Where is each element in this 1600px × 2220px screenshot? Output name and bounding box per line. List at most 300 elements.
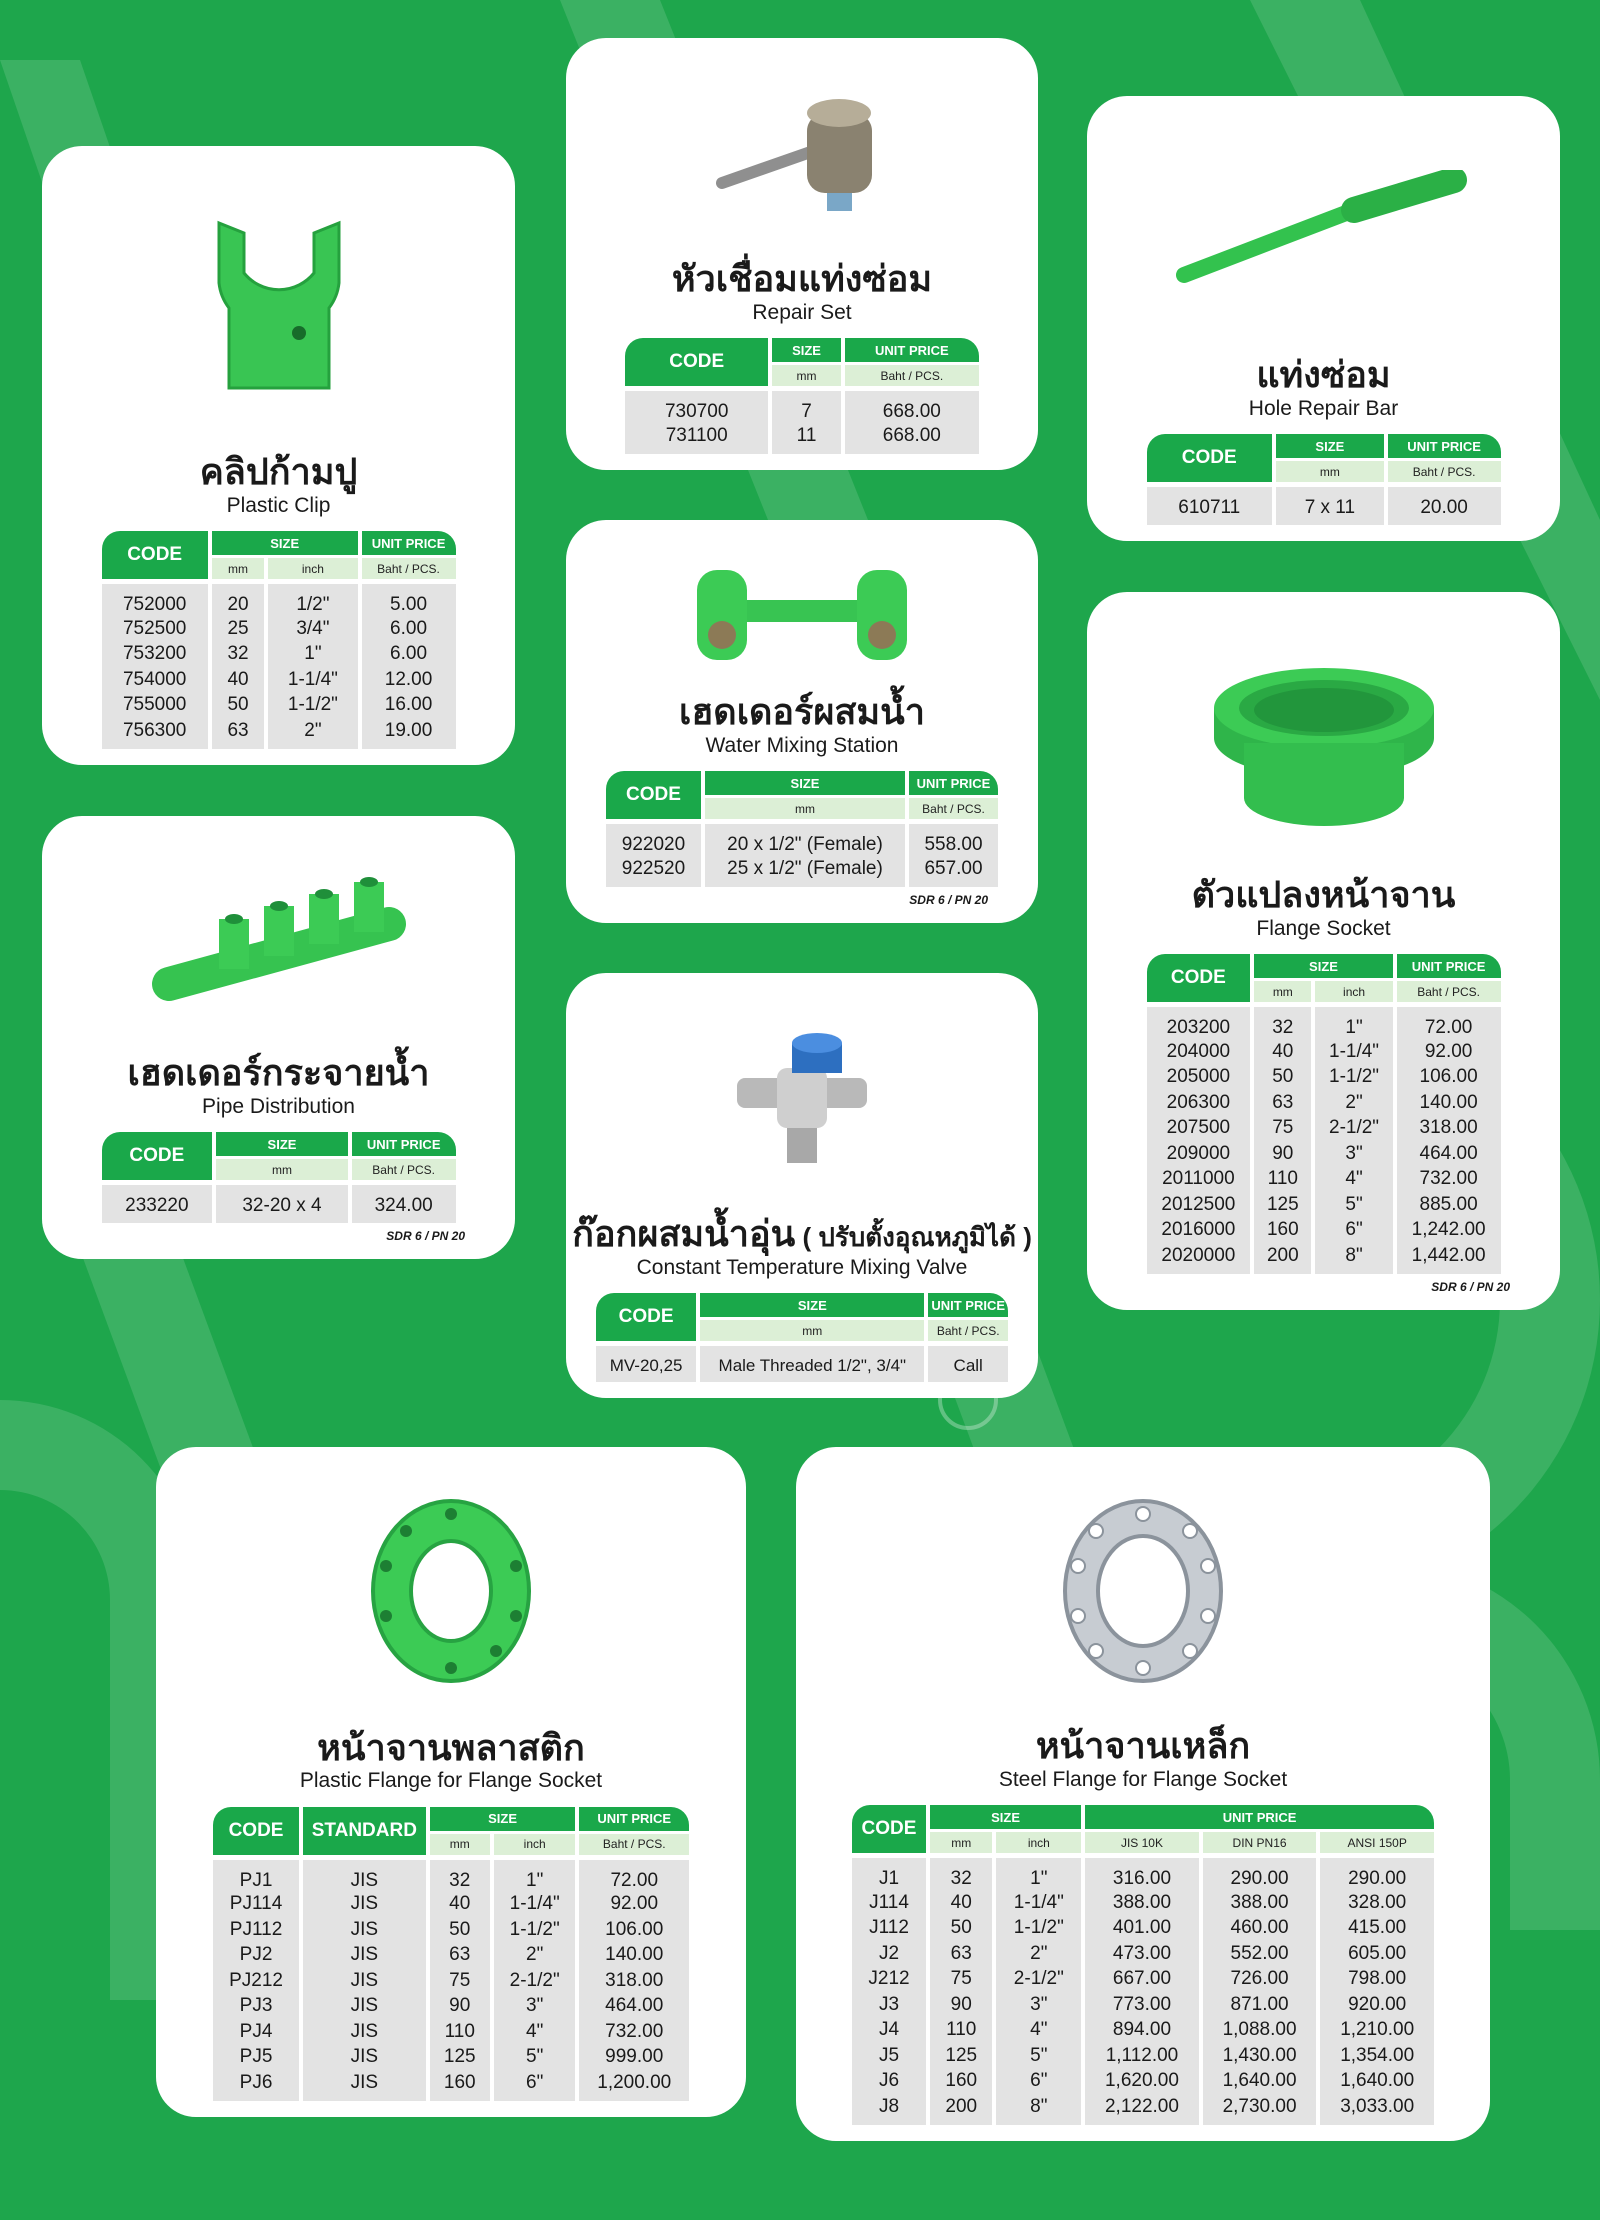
table-cell: 752000 [102,579,208,616]
steel-flange-image [816,1461,1470,1720]
product-title-thai-suffix: ( ปรับตั้งอุณหภูมิได้ ) [795,1222,1032,1253]
table-cell: 160 [1254,1218,1311,1244]
table-cell: 1/2" [268,579,357,616]
table-cell: 999.00 [579,2045,689,2071]
subheader-cell: Baht / PCS. [845,362,979,386]
table-row [852,1890,1434,1916]
header-size: SIZE [1276,434,1384,458]
table-row [852,2069,1434,2095]
table-row [852,1992,1434,2018]
mixing-valve-image [586,987,1018,1208]
table-cell: 755000 [102,693,208,719]
table-cell: J5 [852,2043,926,2069]
table-cell: 388.00 [1203,1890,1317,1916]
table-cell: 290.00 [1203,1853,1317,1890]
table-cell: 756300 [102,718,208,749]
table-cell: 32 [1254,1002,1311,1039]
price-table [209,1807,693,2102]
table-cell: 1-1/4" [1315,1039,1392,1065]
table-row [625,423,979,454]
table-cell: 773.00 [1085,1992,1199,2018]
table-header-row [606,771,998,795]
table-cell: 205000 [1147,1065,1251,1091]
price-table [602,771,1002,887]
table-row [213,2045,689,2071]
table-row [102,579,456,616]
table-cell: 40 [1254,1039,1311,1065]
table-row [213,1917,689,1943]
table-cell: 2012500 [1147,1192,1251,1218]
header-unit-price: UNIT PRICE [1397,954,1501,978]
table-cell: 72.00 [1397,1002,1501,1039]
table-cell: JIS [303,2019,426,2045]
table-cell: 401.00 [1085,1916,1199,1942]
table-row [213,1892,689,1918]
table-header-row [1147,954,1501,978]
table-cell: 3" [1315,1141,1392,1167]
table-cell: 90 [1254,1141,1311,1167]
table-cell: 20.00 [1388,482,1501,525]
table-row [1147,1039,1501,1065]
header-code: CODE [102,531,208,579]
table-cell: 922020 [606,819,701,856]
table-cell: 324.00 [352,1180,456,1223]
table-cell: 726.00 [1203,1967,1317,1993]
table-cell: 920.00 [1320,1992,1434,2018]
header-code: CODE [625,338,768,386]
table-cell: 20 [212,579,264,616]
table-cell: Call [928,1341,1008,1382]
table-cell: 11 [772,423,840,454]
table-cell: 732.00 [579,2019,689,2045]
table-cell: PJ112 [213,1917,299,1943]
table-cell: 610711 [1147,482,1273,525]
table-cell: 2,730.00 [1203,2094,1317,2125]
table-cell: PJ114 [213,1892,299,1918]
table-cell: J8 [852,2094,926,2125]
table-cell: 4" [1315,1167,1392,1193]
table-cell: 110 [930,2018,993,2044]
product-title-thai [679,692,925,732]
subheader-cell: Baht / PCS. [352,1156,456,1180]
product-card-mixing-valve [566,973,1038,1398]
table-cell: 63 [212,718,264,749]
subheader-cell: inch [1315,978,1392,1002]
table-row [852,1853,1434,1890]
product-title-english: Constant Temperature Mixing Valve [636,1255,968,1279]
table-cell: 207500 [1147,1116,1251,1142]
header-code: CODE [213,1807,299,1855]
table-row [102,642,456,668]
table-cell: J212 [852,1967,926,1993]
header-code: CODE [1147,954,1251,1002]
table-row [102,693,456,719]
subheader-cell: mm [705,795,905,819]
table-cell: 8" [1315,1243,1392,1274]
product-title-thai-text: เฮดเดอร์กระจายน้ำ [127,1052,430,1094]
table-cell: 32 [930,1853,993,1890]
table-row [625,386,979,423]
table-row [606,856,998,887]
table-row [596,1341,1008,1382]
table-cell: 4" [996,2018,1081,2044]
table-cell: 6" [494,2070,576,2101]
header-code: CODE [1147,434,1273,482]
table-row [102,1180,456,1223]
table-cell: 1-1/2" [268,693,357,719]
subheader-cell: Baht / PCS. [1397,978,1501,1002]
table-cell: 106.00 [1397,1065,1501,1091]
table-row [852,2018,1434,2044]
table-cell: 290.00 [1320,1853,1434,1890]
product-title-thai [128,1053,430,1093]
subheader-cell: Baht / PCS. [928,1317,1008,1341]
table-cell: 2" [996,1941,1081,1967]
header-size: SIZE [430,1807,576,1831]
table-row [1147,482,1501,525]
table-cell: 75 [430,1968,490,1994]
table-cell: 1" [1315,1002,1392,1039]
table-cell: 1-1/2" [1315,1065,1392,1091]
table-cell: 871.00 [1203,1992,1317,2018]
table-cell: 2-1/2" [1315,1116,1392,1142]
table-row [852,2043,1434,2069]
table-cell: 415.00 [1320,1916,1434,1942]
table-cell: J4 [852,2018,926,2044]
table-row [102,667,456,693]
hole-repair-bar-image [1107,110,1540,349]
subheader-cell: inch [996,1829,1081,1853]
table-row [606,819,998,856]
table-cell: 657.00 [909,856,998,887]
table-cell: 160 [430,2070,490,2101]
table-cell: 7 [772,386,840,423]
product-title-english: Steel Flange for Flange Socket [998,1767,1288,1791]
table-cell: 1,242.00 [1397,1218,1501,1244]
table-row [1147,1192,1501,1218]
table-cell: 32-20 x 4 [216,1180,348,1223]
product-title-english: Repair Set [752,300,852,324]
header-unit-price: UNIT PRICE [928,1293,1008,1317]
product-title-thai-text: หน้าจานเหล็ก [1035,1725,1251,1767]
spec-note: SDR 6 / PN 20 [1431,1280,1510,1294]
product-card-flange-socket [1087,592,1560,1310]
header-unit-price: UNIT PRICE [845,338,979,362]
table-cell: 2" [1315,1090,1392,1116]
table-cell: 1,640.00 [1203,2069,1317,2095]
subheader-cell: inch [494,1831,576,1855]
table-cell: PJ4 [213,2019,299,2045]
table-cell: 2-1/2" [996,1967,1081,1993]
table-cell: 200 [930,2094,993,2125]
table-cell: 110 [1254,1167,1311,1193]
subheader-cell: Baht / PCS. [909,795,998,819]
product-card-hole-repair-bar [1087,96,1560,541]
table-cell: JIS [303,1943,426,1969]
table-cell: 75 [930,1967,993,1993]
table-cell: 1-1/4" [996,1890,1081,1916]
table-cell: 75 [1254,1116,1311,1142]
table-cell: 16.00 [362,693,456,719]
subheader-cell: DIN PN16 [1203,1829,1317,1853]
header-size: SIZE [772,338,840,362]
table-cell: 605.00 [1320,1941,1434,1967]
table-cell: J3 [852,1992,926,2018]
product-card-pipe-distribution [42,816,515,1259]
table-cell: JIS [303,2045,426,2071]
table-cell: J112 [852,1916,926,1942]
table-row [213,2070,689,2101]
table-cell: 140.00 [1397,1090,1501,1116]
price-table [1143,954,1505,1274]
table-cell: 5" [1315,1192,1392,1218]
table-cell: 50 [1254,1065,1311,1091]
subheader-cell: mm [700,1317,924,1341]
subheader-cell: mm [1276,458,1384,482]
spec-note: SDR 6 / PN 20 [909,893,988,907]
table-header-row [213,1807,689,1831]
header-code: CODE [852,1805,926,1853]
table-cell: 1,620.00 [1085,2069,1199,2095]
table-cell: 32 [212,642,264,668]
table-row [213,2019,689,2045]
table-cell: J6 [852,2069,926,2095]
product-title-thai-text: หน้าจานพลาสติก [317,1726,585,1768]
table-cell: PJ5 [213,2045,299,2071]
table-cell: 1" [996,1853,1081,1890]
table-cell: 668.00 [845,423,979,454]
subheader-cell: mm [772,362,840,386]
table-row [852,2094,1434,2125]
table-cell: 6" [996,2069,1081,2095]
product-card-plastic-flange [156,1447,746,2117]
table-cell: 753200 [102,642,208,668]
spec-note: SDR 6 / PN 20 [386,1229,465,1243]
table-row [1147,1065,1501,1091]
table-cell: 318.00 [1397,1116,1501,1142]
product-title-thai [1036,1726,1250,1766]
table-cell: 328.00 [1320,1890,1434,1916]
table-cell: 203200 [1147,1002,1251,1039]
table-cell: 460.00 [1203,1916,1317,1942]
table-cell: 50 [930,1916,993,1942]
table-row [1147,1167,1501,1193]
table-cell: 125 [930,2043,993,2069]
table-cell: 922520 [606,856,701,887]
table-cell: 125 [1254,1192,1311,1218]
table-cell: 209000 [1147,1141,1251,1167]
table-cell: 473.00 [1085,1941,1199,1967]
table-cell: 12.00 [362,667,456,693]
table-row [852,1967,1434,1993]
table-cell: 204000 [1147,1039,1251,1065]
table-cell: MV-20,25 [596,1341,696,1382]
table-cell: 233220 [102,1180,213,1223]
product-card-water-mixing-station [566,520,1038,923]
table-cell: 2" [268,718,357,749]
table-cell: 6.00 [362,616,456,642]
table-cell: 885.00 [1397,1192,1501,1218]
table-cell: 19.00 [362,718,456,749]
table-cell: 1,442.00 [1397,1243,1501,1274]
header-code: CODE [102,1132,213,1180]
table-row [1147,1116,1501,1142]
table-cell: PJ6 [213,2070,299,2101]
table-row [1147,1243,1501,1274]
table-cell: 63 [930,1941,993,1967]
table-cell: 3" [494,1994,576,2020]
table-cell: 40 [430,1892,490,1918]
table-cell: 1,640.00 [1320,2069,1434,2095]
table-row [213,1943,689,1969]
subheader-cell: JIS 10K [1085,1829,1199,1853]
table-cell: PJ1 [213,1855,299,1892]
table-row [102,718,456,749]
table-cell: 1-1/2" [996,1916,1081,1942]
product-title-thai-text: ก๊อกผสมน้ำอุ่น [572,1213,796,1255]
table-cell: 2,122.00 [1085,2094,1199,2125]
subheader-cell: mm [216,1156,348,1180]
header-size: SIZE [930,1805,1081,1829]
table-header-row [102,531,456,555]
table-cell: 90 [430,1994,490,2020]
table-cell: 2011000 [1147,1167,1251,1193]
table-cell: 1,200.00 [579,2070,689,2101]
table-cell: PJ3 [213,1994,299,2020]
table-cell: 3,033.00 [1320,2094,1434,2125]
table-cell: 1,430.00 [1203,2043,1317,2069]
subheader-cell: Baht / PCS. [1388,458,1501,482]
table-cell: 730700 [625,386,768,423]
table-cell: 2016000 [1147,1218,1251,1244]
table-header-row [1147,434,1501,458]
table-cell: 667.00 [1085,1967,1199,1993]
table-header-row [596,1293,1008,1317]
table-cell: 72.00 [579,1855,689,1892]
table-cell: 464.00 [579,1994,689,2020]
product-card-steel-flange [796,1447,1490,2141]
subheader-cell: inch [268,555,357,579]
product-title-thai [572,1214,1032,1254]
table-cell: 25 [212,616,264,642]
subheader-cell: Baht / PCS. [362,555,456,579]
table-cell: 200 [1254,1243,1311,1274]
header-size: SIZE [700,1293,924,1317]
table-cell: 7 x 11 [1276,482,1384,525]
table-cell: 316.00 [1085,1853,1199,1890]
table-cell: 1-1/4" [268,667,357,693]
table-cell: 754000 [102,667,208,693]
price-table [98,531,460,749]
header-unit-price: UNIT PRICE [1388,434,1501,458]
table-row [213,1994,689,2020]
table-cell: PJ2 [213,1943,299,1969]
table-cell: 5" [996,2043,1081,2069]
table-row [213,1855,689,1892]
table-row [1147,1141,1501,1167]
product-title-english: Flange Socket [1256,916,1391,940]
product-card-plastic-clip [42,146,515,765]
price-table [848,1805,1438,2125]
price-table [592,1293,1012,1382]
table-cell: 2" [494,1943,576,1969]
table-cell: 32 [430,1855,490,1892]
table-cell: 125 [430,2045,490,2071]
price-table [1143,434,1505,525]
product-title-thai-text: คลิปก้ามปู [199,451,358,493]
plastic-clip-image [62,160,495,446]
product-title-english: Hole Repair Bar [1248,396,1399,420]
product-title-thai-text: เฮดเดอร์ผสมน้ำ [679,691,925,733]
header-code: CODE [596,1293,696,1341]
table-row [852,1941,1434,1967]
product-title-thai [1256,355,1390,395]
table-cell: JIS [303,1855,426,1892]
product-title-thai [1192,875,1456,915]
product-title-english: Water Mixing Station [705,733,899,757]
table-cell: 2020000 [1147,1243,1251,1274]
header-size: SIZE [212,531,358,555]
table-cell: 1,112.00 [1085,2043,1199,2069]
header-unit-price: UNIT PRICE [1085,1805,1434,1829]
table-cell: 140.00 [579,1943,689,1969]
table-cell: 1" [494,1855,576,1892]
header-unit-price: UNIT PRICE [362,531,456,555]
table-cell: 318.00 [579,1968,689,1994]
table-cell: 552.00 [1203,1941,1317,1967]
repair-set-image [586,52,1018,253]
table-cell: JIS [303,1968,426,1994]
table-row [1147,1218,1501,1244]
table-cell: 1,088.00 [1203,2018,1317,2044]
price-table [621,338,983,454]
price-table [98,1132,460,1223]
subheader-cell: mm [430,1831,490,1855]
table-cell: 558.00 [909,819,998,856]
table-row [852,1916,1434,1942]
table-header-row [852,1805,1434,1829]
product-title-thai [672,259,932,299]
table-subheader-row [852,1829,1434,1853]
table-cell: 464.00 [1397,1141,1501,1167]
product-title-english: Pipe Distribution [202,1094,355,1118]
table-row [102,616,456,642]
table-cell: 8" [996,2094,1081,2125]
header-standard: STANDARD [303,1807,426,1855]
table-cell: 3/4" [268,616,357,642]
table-cell: J2 [852,1941,926,1967]
product-title-english: Plastic Clip [226,493,331,517]
subheader-cell: mm [1254,978,1311,1002]
table-cell: 5.00 [362,579,456,616]
table-cell: 6" [1315,1218,1392,1244]
subheader-cell: ANSI 150P [1320,1829,1434,1853]
table-cell: 92.00 [579,1892,689,1918]
table-cell: PJ212 [213,1968,299,1994]
table-cell: 3" [996,1992,1081,2018]
table-cell: 90 [930,1992,993,2018]
table-cell: 4" [494,2019,576,2045]
table-cell: Male Threaded 1/2", 3/4" [700,1341,924,1382]
water-mixing-station-image [586,534,1018,686]
product-title-thai-text: หัวเชื่อมแท่งซ่อม [671,258,933,300]
table-cell: 752500 [102,616,208,642]
table-cell: JIS [303,1994,426,2020]
table-row [213,1968,689,1994]
header-unit-price: UNIT PRICE [579,1807,689,1831]
plastic-flange-image [176,1461,726,1722]
table-cell: 1" [268,642,357,668]
